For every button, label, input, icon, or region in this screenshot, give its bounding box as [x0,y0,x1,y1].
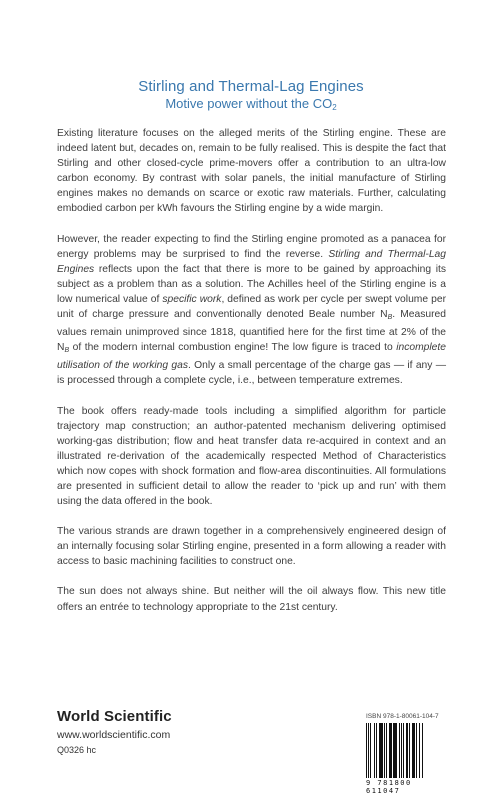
blurb [57,126,446,630]
barcode-digits: 9 781800 611047 [366,779,412,795]
p2-text-a: However, the reader expecting to find the Stirling engine promoted as a panacea for energy problems may be surprised to find the reverse. [57,233,446,260]
isbn-block [366,713,446,795]
subtitle-subscript: 2 [332,103,337,112]
p2-text-c: reflects upon the fact that there is more to be gained by approaching its subject as a problem than as a solution. The Achilles heel of the Stirling engine is a low numerical value of [57,263,446,305]
p2-subscript-2: B [64,347,70,355]
publisher-name: World Scientific [57,708,172,725]
p2-text-f: . Measured values remain unimproved since 1818, quantified here for the first time at 2% of the N [57,309,446,354]
book-subtitle [0,96,502,116]
paragraph-4: The various strands are drawn together in a comprehensively engineered design of an internally focusing solar Stirling engine, presented in a form allowing a reader with access to basic machining facilities to construct one. [57,526,446,568]
cover-header [0,78,502,116]
p2-specific-work-italic: specific work [162,293,222,305]
paragraph-1: Existing literature focuses on the alleged merits of the Stirling engine. These are indeed latent but, decades on, remain to be fully realised. This is despite the fact that Stirling and other closed-cycle prime-movers offer a contribution to an ultra-low carbon economy. By contrast with solar panels, the initial manufacture of Stirling engines makes no demands on scarce or exotic raw materials. Further, calculating embodied carbon per kWh favours the Stirling engine by a wide margin. [57,128,446,215]
p2-text-e: , defined as work per cycle per swept volume per unit of charge pressure and conventionally denoted Beale number N [57,293,446,321]
isbn-label: ISBN 978-1-80061-104-7 [366,713,439,720]
paragraph-2 [57,232,446,389]
barcode-icon [366,723,446,778]
p2-subscript-1: B [387,314,393,322]
product-code: Q0326 hc [57,745,97,755]
paragraph-5: The sun does not always shine. But neither will the oil always flow. This new title offers an entrée to technology appropriate to the 21st century. [57,586,446,613]
p2-text-i: . Only a small percentage of the charge gas — if any — is processed through a complete cycle, i.e., between temperature extremes. [57,360,446,387]
publisher-block [57,708,172,756]
book-title: Stirling and Thermal-Lag Engines [138,78,364,95]
paragraph-3: The book offers ready-made tools including a simplified algorithm for particle trajectory map construction; an author-patented mechanism delivering optimised working-gas distribution; flow and heat transfer data re-acquired in context and an illustrated re-derivation of the academically respected Method of Characteristics which now copes with shock formation and flow-area discontinuities. All formulations are presented in sufficient detail to allow the reader to ‘pick up and run’ with them using the data offered in the book. [57,405,446,508]
p2-incomplete-utilisation-italic: incomplete utilisation of the working gas [57,342,446,372]
p2-book-title-italic: Stirling and Thermal-Lag Engines [57,248,446,275]
p2-text-g: of the modern internal combustion engine! The low figure is traced to [69,342,397,354]
publisher-url: www.worldscientific.com [57,729,171,741]
subtitle-text: Motive power without the CO [165,96,333,111]
